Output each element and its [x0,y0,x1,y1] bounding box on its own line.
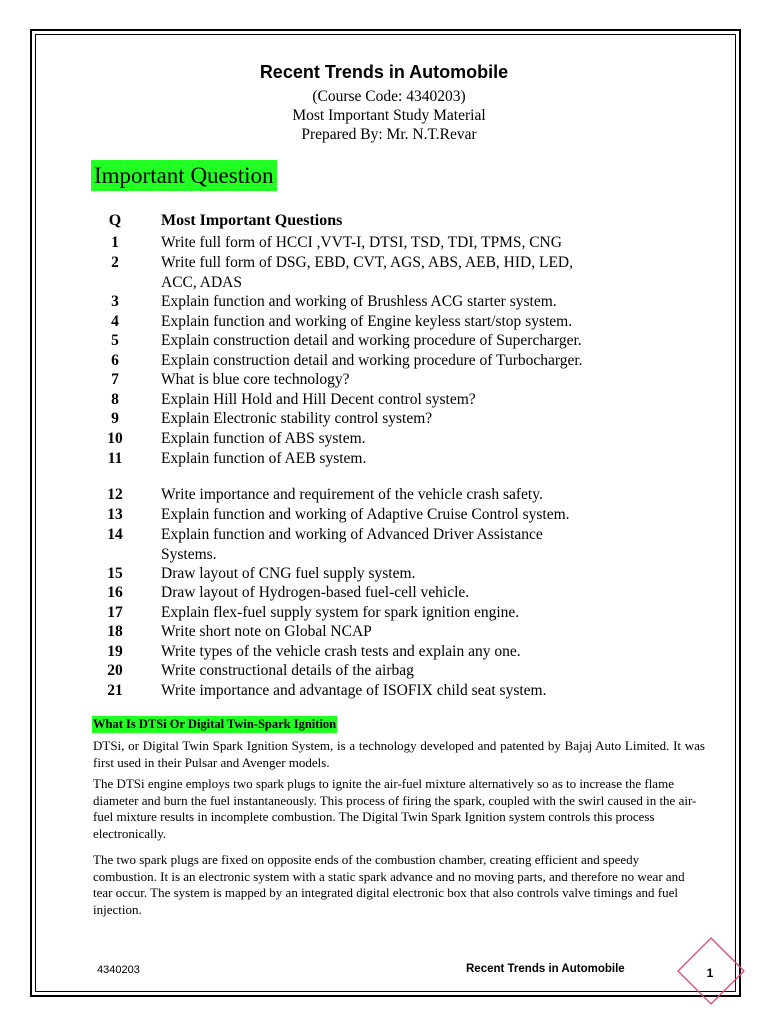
question-text [161,603,671,623]
question-text-line: Explain Electronic stability control system? [161,410,433,427]
question-number: 9 [111,410,119,427]
question-text [161,622,671,642]
question-text [161,253,671,292]
question-text-line: ACC, ADAS [161,273,242,291]
question-text [161,292,671,312]
document-title: Recent Trends in Automobile [259,62,509,82]
question-number: 2 [111,254,119,271]
question-number: 19 [107,643,123,660]
question-number: 5 [111,332,119,349]
question-number: 17 [107,604,123,621]
footer-course-code: 4340203 [97,964,140,976]
question-number: 16 [107,584,123,601]
page-number: 1 [706,966,714,980]
question-text [161,233,671,253]
question-number: 8 [111,391,119,408]
question-text-line: Write importance and advantage of ISOFIX child seat system. [161,682,547,699]
question-number: 21 [107,682,123,699]
question-text-line: What is blue core technology? [161,371,350,388]
question-text [161,390,671,410]
dtsi-paragraph-1: DTSi, or Digital Twin Spark Ignition System, is a technology developed and patented by Bajaj Auto Limited. It was first used in their Pulsar and Avenger models. [93,738,705,770]
question-text [161,331,671,351]
question-text [161,485,671,505]
question-text [161,449,671,469]
footer-title: Recent Trends in Automobile [466,963,625,975]
question-text-line: Explain function and working of Adaptive Cruise Control system. [161,506,570,523]
course-code: (Course Code: 4340203) [312,88,466,105]
question-number: 18 [107,623,123,640]
question-text [161,525,671,564]
question-number: 3 [111,293,119,310]
question-text-line: Explain function of AEB system. [161,450,367,467]
question-text-line: Explain flex-fuel supply system for spark ignition engine. [161,604,520,621]
question-text [161,409,671,429]
question-text-line: Explain construction detail and working procedure of Supercharger. [161,332,582,349]
question-text-line: Draw layout of Hydrogen-based fuel-cell vehicle. [161,584,470,601]
questions-header-text: Most Important Questions [161,212,343,229]
question-text [161,505,671,525]
question-text-line: Draw layout of CNG fuel supply system. [161,565,416,582]
dtsi-paragraph-3: The two spark plugs are fixed on opposite ends of the combustion chamber, creating efficient and speedy combustion. It is an electronic system with a static spark advance and no moving parts, and therefore no wear and tear occur. The system is mapped by an integrated digital electronic box that also controls valve timings and fuel injection. [93,852,685,917]
question-text-line: Explain function and working of Brushless ACG starter system. [161,293,557,310]
question-number: 7 [111,371,119,388]
question-number: 1 [111,234,119,251]
questions-header-num: Q [108,212,122,229]
question-text-line: Write importance and requirement of the vehicle crash safety. [161,486,543,503]
document-subtitle: Most Important Study Material [292,107,486,124]
question-number: 4 [111,313,119,330]
question-text-line: Systems. [161,545,217,563]
question-text-line: Write constructional details of the airbag [161,662,414,679]
question-number: 12 [107,486,123,503]
question-text [161,642,671,662]
question-text-line: Write types of the vehicle crash tests and explain any one. [161,643,521,660]
question-number: 15 [107,565,123,582]
dtsi-paragraph-2: The DTSi engine employs two spark plugs to ignite the air-fuel mixture alternatively so as to increase the flame diameter and burn the fuel instantaneously. This process of firing the spark, coupled with the swirl caused in the air-fuel mixture results in incomplete combustion. The Digital Twin Spark Ignition system controls this process electronically. [93,776,697,841]
question-text [161,564,671,584]
question-number: 14 [107,526,123,543]
question-text-line: Explain function and working of Engine keyless start/stop system. [161,313,573,330]
question-number: 13 [107,506,123,523]
question-text [161,351,671,371]
prepared-by: Prepared By: Mr. N.T.Revar [301,126,477,143]
question-text-line: Write full form of HCCI ,VVT-I, DTSI, TSD, TDI, TPMS, CNG [161,234,562,251]
question-number: 11 [107,450,123,467]
question-text [161,661,671,681]
dtsi-heading: What Is DTSi Or Digital Twin-Spark Ignition [93,717,337,731]
question-text [161,370,671,390]
question-text-line: Explain Hill Hold and Hill Decent control system? [161,391,476,408]
question-text [161,583,671,603]
question-number: 20 [107,662,123,679]
question-text-line: Write full form of DSG, EBD, CVT, AGS, ABS, AEB, HID, LED, [161,254,573,271]
question-text [161,429,671,449]
question-text-line: Explain construction detail and working procedure of Turbocharger. [161,352,583,369]
question-text [161,312,671,332]
question-text-line: Explain function and working of Advanced Driver Assistance [161,526,543,543]
question-number: 10 [107,430,123,447]
question-number: 6 [111,352,119,369]
question-text-line: Write short note on Global NCAP [161,623,372,640]
question-text-line: Explain function of ABS system. [161,430,366,447]
question-text [161,681,671,701]
section-heading: Important Question [91,160,277,191]
